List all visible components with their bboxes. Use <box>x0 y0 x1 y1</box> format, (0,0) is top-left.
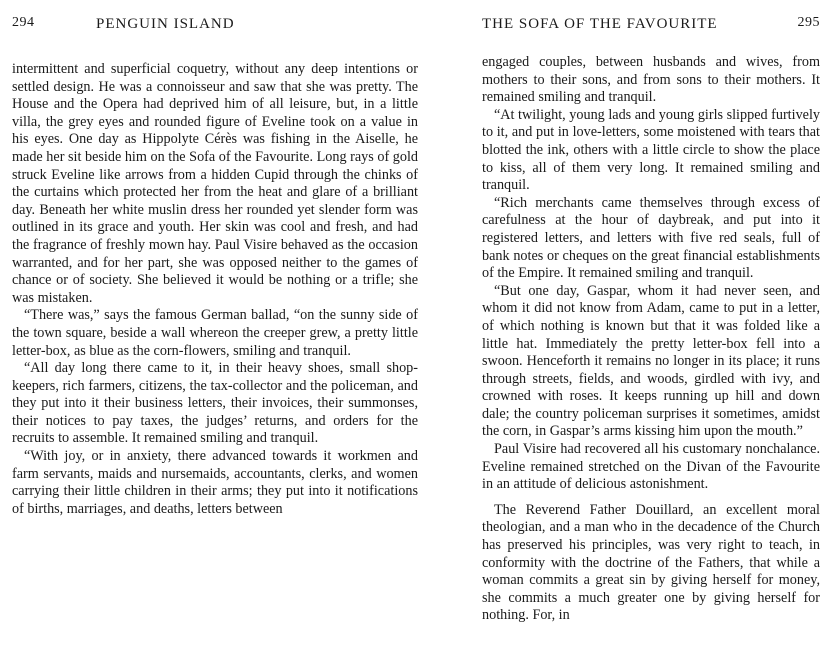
right-page-header <box>482 0 820 40</box>
left-page-number: 294 <box>12 15 35 30</box>
left-paragraph-2: “There was,” says the famous German ballad, “on the sunny side of the town square, beside a wall whereon the creeper grew, a pretty little letter-box, as blue as the corn-flowers, smiling and tranquil. <box>12 307 418 359</box>
right-paragraph-6: The Reverend Father Douillard, an excellent moral theologian, and a man who in the decadence of the Church has preserved his principles, was very right to teach, in conformity with the doctrine of the Fathers, that while a woman commits a great sin by giving herself for money, she commits a much greater one by giving herself for nothing. For, in <box>482 501 820 624</box>
right-paragraph-3: “Rich merchants came themselves through excess of carefulness at the hour of daybreak, and put into it registered letters, and letters with five red seals, full of bank notes or cheques on the great financial establishments of the Empire. It remained smiling and tranquil. <box>482 194 820 282</box>
right-paragraph-4: “But one day, Gaspar, whom it had never seen, and whom it did not know from Adam, came to put in a letter, of which nothing is known but that it was folded like a little hat. Immediately the pretty letter-box fell into a swoon. Henceforth it remains no longer in its place; it runs through streets, fields, and woods, girdled with ivy, and crowned with roses. It keeps running up hill and down dale; the country policeman surprises it sometimes, amidst the corn, in Gaspar’s arms kissing him upon the mouth.” <box>482 282 820 440</box>
right-page <box>478 0 830 646</box>
left-page-header <box>12 0 418 40</box>
left-paragraph-3: “All day long there came to it, in their heavy shoes, small shop-keepers, rich farmers, citizens, the tax-collector and the policeman, and they put into it their business letters, their invoices, their summonses, their notices to pay taxes, the judges’ returns, and orders for the recruits to assemble. It remained smiling and tranquil. <box>12 360 418 447</box>
right-running-head: THE SOFA OF THE FAVOURITE <box>482 16 718 32</box>
right-page-body <box>482 54 820 625</box>
right-paragraph-2: “At twilight, young lads and young girls slipped furtively to it, and put in love-letters, some moistened with tears that blotted the ink, others with a little circle to show the place to kiss, all of them very long. It remained smiling and tranquil. <box>482 106 820 194</box>
left-paragraph-4: “With joy, or in anxiety, there advanced towards it workmen and farm servants, maids and nursemaids, accountants, clerks, and women carrying their little children in their arms; they put into it notifications of births, marriages, and deaths, letters between <box>12 448 418 517</box>
right-paragraph-5: Paul Visire had recovered all his customary nonchalance. Eveline remained stretched on the Divan of the Favourite in an attitude of delicious astonishment. <box>482 441 820 493</box>
right-page-number: 295 <box>797 15 820 30</box>
left-paragraph-1: intermittent and superficial coquetry, without any deep intentions or settled design. He was a connoisseur and saw that she was pretty. The House and the Opera had deprived him of all leisure, but, in a little villa, the grey eyes and rounded figure of Eveline took on a value in his eyes. One day as Hippolyte Cérès was fishing in the Aiselle, he made her sit beside him on the Sofa of the Favourite. Long rays of gold struck Eveline like arrows from a hidden Cupid through the chinks of the curtains which protected her from the heat and glare of a brilliant day. Beneath her white muslin dress her rounded yet slender form was outlined in its grace and youth. Her skin was cool and fresh, and had the fragrance of freshly mown hay. Paul Visire behaved as the occasion warranted, and for her part, she was opposed neither to the games of chance or of society. She believed it would be nothing or a trifle; she was mistaken. <box>12 61 418 306</box>
right-paragraph-1: engaged couples, between husbands and wives, from mothers to their sons, and from sons to their mothers. It remained smiling and tranquil. <box>482 54 820 106</box>
left-running-head: PENGUIN ISLAND <box>96 16 235 32</box>
left-page-body <box>12 61 418 518</box>
